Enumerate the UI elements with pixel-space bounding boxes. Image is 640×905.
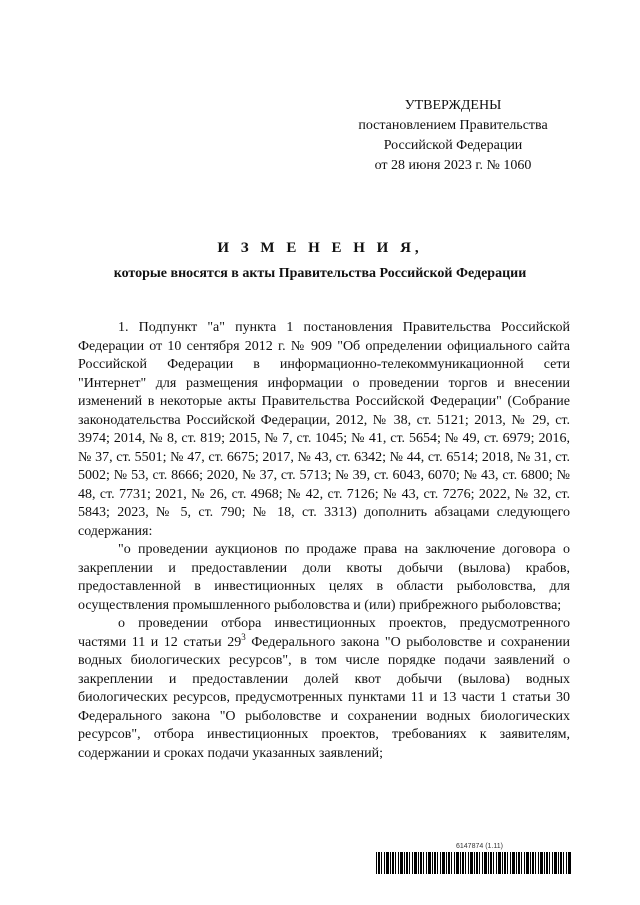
paragraph-3 <box>78 615 570 763</box>
document-title: И З М Е Н Е Н И Я, <box>217 240 423 256</box>
approval-decree-line: постановлением Правительства <box>358 118 548 133</box>
paragraph-1: 1. Подпункт "а" пункта 1 постановления Правительства Российской Федерации от 10 сентября 2012 г. № 909 "Об определении официального сайта Российской Федерации в информационно-телекоммуникационной сети "Интернет" для размещения информации о проведении торгов и внесении изменений в некоторые акты Правительства Российской Федерации" (Собрание законодательства Российской Федерации, 2012, № 38, ст. 5121; 2013, № 29, ст. 3974; 2014, № 8, ст. 819; 2015, № 7, ст. 1045; № 41, ст. 5654; № 49, ст. 6979; 2016, № 37, ст. 5501; № 47, ст. 6675; 2017, № 43, ст. 6342; № 44, ст. 6514; 2018, № 31, ст. 5002; № 53, ст. 8666; 2020, № 37, ст. 5713; № 39, ст. 6043, 6070; № 43, ст. 6800; № 48, ст. 7731; 2021, № 26, ст. 4968; № 42, ст. 7126; № 43, ст. 7276; 2022, № 32, ст. 5843; 2023, № 5, ст. 790; № 18, ст. 3313) дополнить абзацами следующего содержания: <box>78 320 570 539</box>
approval-heading: УТВЕРЖДЕНЫ <box>404 98 502 113</box>
document-subtitle: которые вносятся в акты Правительства Российской Федерации <box>113 266 527 281</box>
document-code: 6147874 (1.11) <box>456 843 503 850</box>
article-superscript: 3 <box>241 631 246 642</box>
approval-date-number: от 28 июня 2023 г. № 1060 <box>374 158 532 173</box>
paragraph-3-part-1: о проведении отбора инвестиционных проектов, предусмотренного частями 11 и 12 статьи 29 <box>78 616 570 650</box>
barcode <box>376 852 572 874</box>
approval-authority-line: Российской Федерации <box>383 138 523 153</box>
paragraph-3-part-2: Федерального закона "О рыболовстве и сохранении водных биологических ресурсов", в том числе порядке подачи заявлений о закреплении и предоставлении долей квот добычи (вылова) водных биологических ресурсов, предусмотренных пунктами 11 и 13 части 1 статьи 30 Федерального закона "О рыболовстве и сохранении водных биологических ресурсов", отбора инвестиционных проектов, требованиях к заявителям, содержании и сроках подачи указанных заявлений; <box>78 634 570 761</box>
document-body <box>78 319 570 763</box>
approval-block <box>338 96 568 176</box>
paragraph-2: "о проведении аукционов по продаже права на заключение договора о закреплении и предоставлении доли квоты добычи (вылова) крабов, предоставленной в инвестиционных целях в области рыболовства, для осуществления промышленного рыболовства и (или) прибрежного рыболовства; <box>78 542 570 613</box>
